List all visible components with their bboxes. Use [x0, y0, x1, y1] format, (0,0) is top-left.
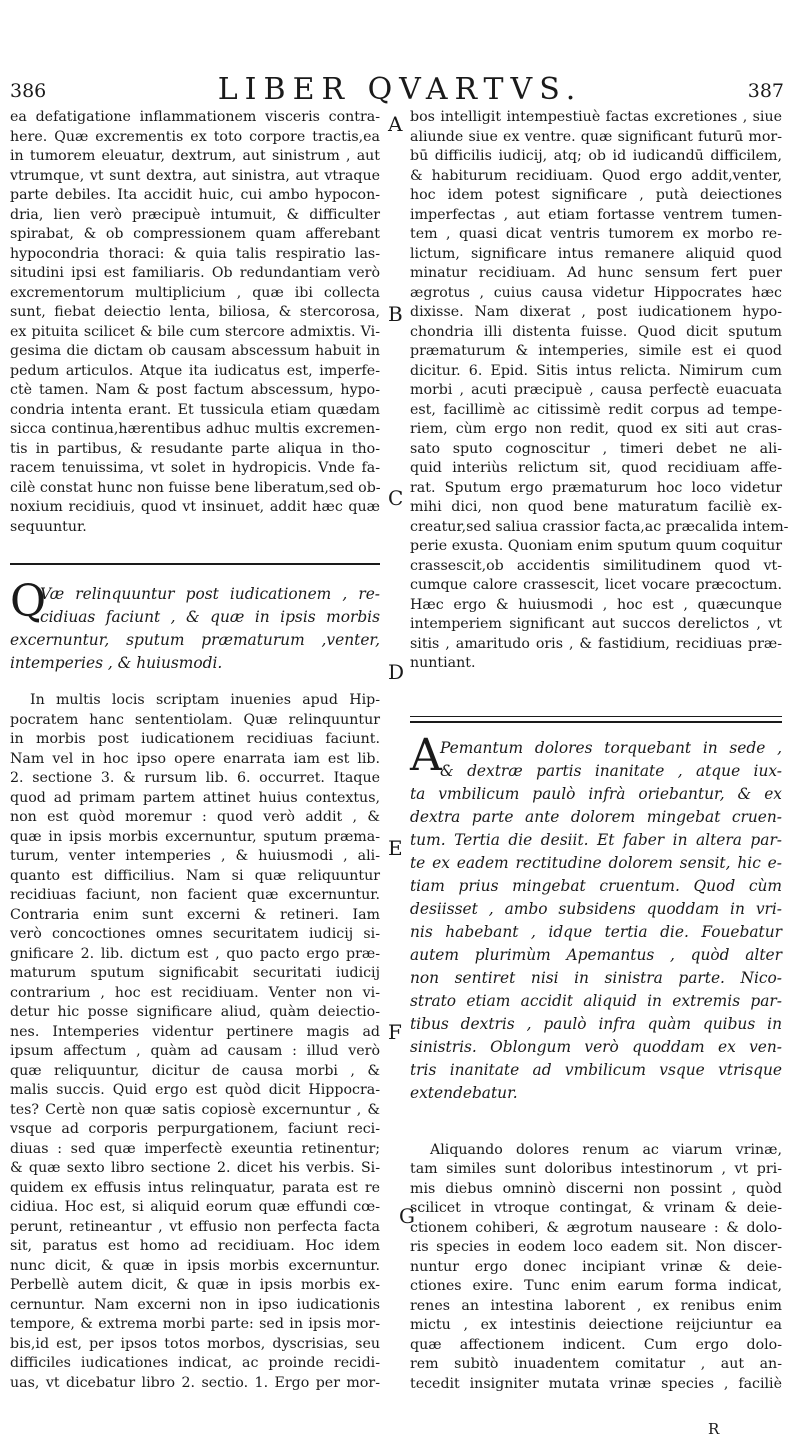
text-line: ris species in eodem loco eadem sit. Non discer- [410, 1239, 782, 1255]
margin-letter-d: D [388, 660, 405, 684]
text-line: Contraria enim sunt excerni & retineri. Iam [10, 906, 380, 923]
text-line: Aliquando dolores renum ac viarum vrinæ, [430, 1141, 782, 1158]
text-line: ctiones exire. Tunc enim earum forma indicat, [410, 1278, 782, 1294]
text-line: recidiuas faciunt, non facient quæ excernuntur. [10, 887, 380, 903]
text-line: ta vmbilicum paulò infrà oriebantur, & ex [410, 784, 782, 803]
text-line: malis succis. Quid ergo est quòd dicit Hippocra- [10, 1082, 380, 1098]
text-line: nunc dicit, & quæ in ipsis morbis excernuntur. [10, 1257, 380, 1274]
text-line: te ex eadem rectitudine dolorem sensit, hic e- [410, 853, 782, 872]
text-line: morbi , acuti præcipuè , causa perfectè euacuata [410, 382, 782, 398]
text-line: perie exusta. Quoniam enim sputum quum coquitur [410, 538, 782, 554]
text-line: intemperiem significant aut succos derelictos , vt [410, 616, 782, 632]
text-line: tem , quasi dicat ventris tumorem ex morbo re- [410, 226, 782, 242]
left-paragraph-1 [10, 108, 380, 537]
margin-letter-e: E [388, 836, 403, 860]
margin-letter-c: C [388, 486, 404, 510]
text-line: In multis locis scriptam inuenies apud Hip- [30, 692, 380, 708]
text-line: cidiuas faciunt , & quæ in ipsis morbis [40, 608, 380, 626]
text-line: gnificare 2. lib. dictum est , quo pacto ergo præ- [10, 945, 380, 962]
text-line: tecedit insigniter mutata vrinæ species , faciliè [410, 1375, 782, 1392]
text-line: tibus dextris , paulò infra quàm quibus in [410, 1014, 782, 1033]
text-line: ctionem cohiberi, & ægrotum nauseare : & dolo- [410, 1219, 782, 1236]
text-line: cidiua. Hoc est, si aliquid eorum quæ effundi cœ- [10, 1199, 380, 1215]
text-line: dria, lien verò præcipuè intumuit, & difficulter [10, 206, 380, 223]
text-line: & dextræ partis inanitate , atque iux- [440, 761, 782, 780]
text-line: aliunde siue ex ventre. quæ significant futurū mor- [410, 128, 782, 145]
text-line: mis diebus omninò discerni non possint , quòd [410, 1180, 782, 1197]
text-line: in tumorem eleuatur, dextrum, aut sinistrum , aut [10, 148, 380, 164]
text-line: condria intenta erant. Et tussicula etiam quædam [10, 401, 380, 418]
text-line: Perbellè autem dicit, & quæ in ipsis morbis ex- [10, 1277, 380, 1293]
text-line: tum. Tertia die desiit. Et faber in altera par- [410, 830, 782, 849]
catchword: R [708, 1420, 720, 1438]
text-line: mihi dici, non quod bene maturatum faciliè ex- [410, 499, 782, 515]
text-line: cumque calore crassescit, licet vocare præcoctum. [410, 577, 782, 593]
text-line: in morbis post iudicationem recidiuas faciunt. [10, 731, 380, 747]
text-line: ex pituita scilicet & bile cum stercore admixtis. Vi- [10, 323, 380, 340]
text-line: imperfectas , aut etiam fortasse ventrem tumen- [410, 206, 782, 223]
text-line: maturum sputum significabit securitati iudicij [10, 965, 380, 981]
text-line: quæ affectionem indicent. Cum ergo dolo- [410, 1336, 782, 1353]
case-history-text [410, 729, 782, 1105]
text-line: Pemantum dolores torquebant in sede , [440, 738, 782, 757]
text-line: est, facillimè ac citissimè redit corpus ad tempe- [410, 401, 782, 418]
left-column [10, 108, 380, 1393]
text-line: noxium recidiuis, quod vt insinuet, addit hæc quæ [10, 499, 380, 515]
text-line: bū difficilis iudicij, atq; ob id iudicandū difficilem, [410, 148, 782, 164]
text-line: sinistris. Oblongum verò quoddam ex ven- [410, 1037, 782, 1056]
text-line: difficiles iudicationes indicat, ac proinde recidi- [10, 1355, 380, 1371]
text-line: nis habebant , idque tertia die. Fouebatur [410, 922, 782, 941]
text-line: contrarium , hoc est recidiuam. Venter non vi- [10, 984, 380, 1001]
drop-cap: A [410, 729, 442, 781]
text-line: lictum, significare intus remanere aliquid quod [410, 245, 782, 262]
text-line: præmaturum & intemperies, simile est ei quod [410, 343, 782, 359]
text-line: diuas : sed quæ imperfectè exeuntia retinentur; [10, 1140, 380, 1157]
text-line: sitis , amaritudo oris , & fastidium, recidiuas præ- [410, 635, 782, 652]
text-line: ipsum affectum , quàm ad causam : illud verò [10, 1043, 380, 1059]
text-line: excernuntur, sputum præmaturum ,venter, [10, 631, 380, 649]
text-line: bos intelligit intempestiuè factas excretiones , siue [410, 109, 782, 125]
text-line: turum, venter intemperies , & huiusmodi , ali- [10, 848, 380, 864]
text-line: sunt, fiebat deiectio lenta, biliosa, & stercorosa, [10, 304, 380, 320]
right-paragraph-2 [410, 1141, 782, 1395]
text-line: ctè tamen. Nam & post factum abscessum, hypo- [10, 382, 380, 398]
text-line: rem subitò inuadentem comitatur , aut an- [410, 1356, 782, 1372]
text-line: spirabat, & ob compressionem quam afferebant [10, 226, 380, 242]
text-line: rat. Sputum ergo præmaturum hoc loco videtur [410, 479, 782, 496]
text-line: nuntiant. [410, 655, 476, 671]
margin-letter-g: G [399, 1204, 415, 1228]
text-line: riem, cùm ergo non redit, quod ex siti aut cras- [410, 421, 782, 437]
text-line: chondria illi distenta fuisse. Quod dicit sputum [410, 323, 782, 340]
text-line: mictu , ex intestinis deiectione reijciuntur ea [410, 1317, 782, 1333]
text-line: tam similes sunt doloribus intestinorum , vt pri- [410, 1161, 782, 1177]
text-line: Væ relinquuntur post iudicationem , re- [40, 585, 380, 603]
right-paragraph-1 [410, 108, 789, 674]
text-line: pedum articulos. Atque ita iudicatus est, imperfe- [10, 362, 380, 379]
text-line: autem plurimùm Apemantus , quòd alter [410, 945, 782, 964]
text-line: renes an intestina laborent , ex renibus enim [410, 1297, 782, 1314]
text-line: 2. sectione 3. & rursum lib. 6. occurret. Itaque [10, 770, 380, 786]
text-line: quanto est difficilius. Nam si quæ reliquuntur [10, 867, 380, 884]
text-line: & quæ sexto libro sectione 2. dicet his verbis. Si- [10, 1160, 380, 1176]
text-line: tris inanitate ad vmbilicum vsque vtrisque [410, 1060, 782, 1079]
text-line: vsque ad corporis perpurgationem, faciunt reci- [10, 1121, 380, 1137]
text-line: hypocondria thoraci: & quia talis respiratio las- [10, 245, 380, 262]
text-line: non est quòd moremur : quod verò addit , & [10, 809, 380, 825]
text-line: bis,id est, per ipsos totos morbos, dyscrisias, seu [10, 1335, 380, 1352]
text-line: dixisse. Nam dixerat , post iudicationem hypo- [410, 304, 782, 320]
text-line: vtrumque, vt sunt dextra, aut sinistra, aut vtraque [10, 167, 380, 184]
text-line: gesima die dictam ob causam abscessum habuit in [10, 343, 380, 359]
text-line: here. Quæ excrementis ex toto corpore tractis,ea [10, 128, 380, 145]
text-line: hoc idem potest significare , putà deiectiones [410, 187, 782, 203]
text-line: nuntur ergo donec incipiant vrinæ & deie- [410, 1258, 782, 1275]
text-line: verò concoctiones omnes securitatem iudicij si- [10, 926, 380, 942]
text-line: excrementorum multiplicium , quæ ibi collecta [10, 284, 380, 301]
page-number-left: 386 [10, 80, 47, 102]
text-line: detur hic posse significare aliud, quàm deiectio- [10, 1004, 380, 1020]
text-line: minatur recidiuam. Ad hunc sensum fert puer [410, 265, 782, 281]
text-line: sit, paratus est homo ad recidiuam. Hoc idem [10, 1238, 380, 1254]
text-line: ea defatigatione inflammationem visceris contra- [10, 109, 380, 125]
text-line: intemperies , & huiusmodi. [10, 654, 223, 672]
text-line: pocratem hanc sententiolam. Quæ relinquuntur [10, 711, 380, 728]
text-line: Nam vel in hoc ipso opere enarrata iam est lib. [10, 750, 380, 767]
text-line: situdini ipsi est familiaris. Ob redundantiam verò [10, 265, 380, 281]
text-line: quid interiùs relictum sit, quod recidiuam affe- [410, 460, 782, 476]
text-line: quæ in ipsis morbis excernuntur, sputum præma- [10, 828, 380, 845]
margin-letter-f: F [388, 1020, 402, 1044]
text-line: ægrotus , cuius causa videtur Hippocrates hæc [410, 284, 782, 301]
text-line: dicitur. 6. Epid. Sitis intus relicta. Nimirum cum [410, 362, 782, 379]
text-line: parte debiles. Ita accidit huic, cui ambo hypocon- [10, 187, 380, 203]
text-line: sicca continua,hærentibus adhuc multis excremen- [10, 421, 380, 437]
text-line: quod ad primam partem attinet huius contextus, [10, 789, 380, 806]
text-line: & habiturum recidiuam. Quod ergo addit,venter, [410, 167, 782, 184]
text-line: cilè constat hunc non fuisse bene liberatum,sed ob- [10, 479, 381, 496]
text-line: racem tenuissima, vt solet in hydropicis. Vnde fa- [10, 460, 380, 476]
text-line: desiisset , ambo subsidens quoddam in vri- [410, 899, 782, 918]
text-line: nes. Intemperies videntur pertinere magis ad [10, 1023, 380, 1040]
text-line: quidem ex effusis intus relinquatur, parata est re [10, 1179, 380, 1196]
text-line: quæ reliquuntur, dicitur de causa morbi , & [10, 1062, 380, 1079]
margin-letter-b: B [388, 302, 403, 326]
text-line: tiam prius mingebat cruentum. Quod cùm [410, 876, 782, 895]
page-number-right: 387 [747, 80, 784, 102]
text-line: dextra parte ante dolorem mingebat cruen- [410, 807, 782, 826]
text-line: tis in partibus, & resudante parte aliqua in tho- [10, 440, 380, 457]
text-line: non sentiret nisi in sinistra parte. Nico- [410, 968, 782, 987]
right-column [410, 108, 789, 1394]
drop-cap: Q [10, 576, 47, 627]
text-line: tes? Certè non quæ satis copiosè excernuntur , & [10, 1101, 380, 1118]
text-line: sequuntur. [10, 518, 87, 535]
text-line: perunt, retineantur , vt effusio non perfecta facta [10, 1218, 380, 1235]
text-line: sato sputo cognoscitur , timeri debet ne ali- [410, 440, 782, 457]
left-paragraph-2 [10, 691, 380, 1393]
text-line: creatur,sed saliua crassior facta,ac præcalida intem- [410, 518, 789, 535]
text-line: scilicet in vtroque contingat, & vrinam & deie- [410, 1200, 782, 1216]
text-line: crassescit,ob accidentis similitudinem quod vt- [410, 557, 782, 574]
margin-letter-a: A [388, 112, 403, 136]
text-line: strato etiam accidit aliquid in extremis par- [410, 991, 782, 1010]
text-line: cernuntur. Nam excerni non in ipso iudicationis [10, 1296, 380, 1313]
text-line: uas, vt dicebatur libro 2. sectio. 1. Ergo per mor- [10, 1374, 380, 1391]
aphorism-text [10, 576, 380, 675]
text-line: extendebatur. [410, 1083, 518, 1102]
text-line: Hæc ergo & huiusmodi , hoc est , quæcunque [410, 596, 782, 613]
text-line: tempore, & extrema morbi parte: sed in ipsis mor- [10, 1316, 380, 1332]
running-title: LIBER QVARTVS. [217, 72, 583, 107]
